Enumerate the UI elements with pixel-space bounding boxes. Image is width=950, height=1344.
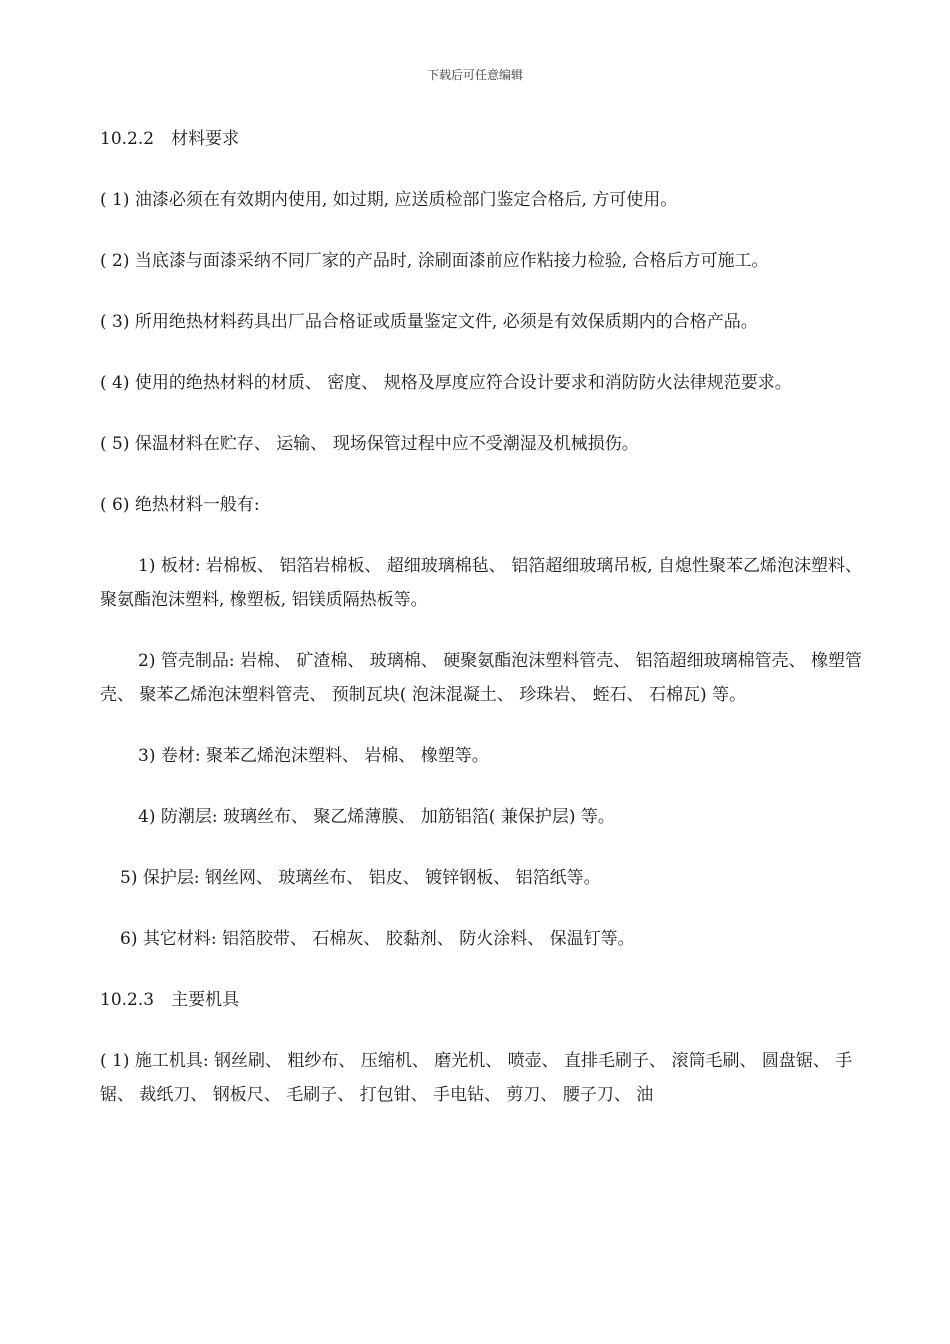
- document-body: [100, 122, 880, 1112]
- paragraph-item-6: ( 6) 绝热材料一般有:: [100, 495, 260, 515]
- subitem-moisture-barrier: 4) 防潮层: 玻璃丝布、 聚乙烯薄膜、 加筋铝箔( 兼保护层) 等。: [138, 807, 615, 827]
- subitem-protective-layer: 5) 保护层: 钢丝网、 玻璃丝布、 铝皮、 镀锌钢板、 铝箔纸等。: [120, 868, 601, 888]
- subitem-roll-materials: 3) 卷材: 聚苯乙烯泡沫塑料、 岩棉、 橡塑等。: [138, 746, 489, 766]
- paragraph-item-4: ( 4) 使用的绝热材料的材质、 密度、 规格及厚度应符合设计要求和消防防火法律规范要求。: [100, 373, 792, 393]
- subitem-pipe-shell-products: 2) 管壳制品: 岩棉、 矿渣棉、 玻璃棉、 硬聚氨酯泡沫塑料管壳、 铝箔超细玻璃棉管壳、 橡塑管壳、 聚苯乙烯泡沫塑料管壳、 预制瓦块( 泡沫混凝土、 珍珠岩、 蛭石、 石棉瓦) 等。: [100, 651, 863, 705]
- paragraph-item-5: ( 5) 保温材料在贮存、 运输、 现场保管过程中应不受潮湿及机械损伤。: [100, 434, 639, 454]
- subitem-sheet-materials: 1) 板材: 岩棉板、 铝箔岩棉板、 超细玻璃棉毡、 铝箔超细玻璃吊板, 自熄性聚苯乙烯泡沫塑料、 聚氨酯泡沫塑料, 橡塑板, 铝镁质隔热板等。: [100, 556, 863, 610]
- paragraph-item-3: ( 3) 所用绝热材料药具出厂品合格证或质量鉴定文件, 必须是有效保质期内的合格产品。: [100, 312, 758, 332]
- section-heading-materials: 10.2.2 材料要求: [100, 129, 240, 149]
- section-heading-tools: 10.2.3 主要机具: [100, 990, 240, 1010]
- page-header-note: 下载后可任意编辑: [426, 68, 523, 82]
- subitem-other-materials: 6) 其它材料: 铝箔胶带、 石棉灰、 胶黏剂、 防火涂料、 保温钉等。: [120, 929, 635, 949]
- paragraph-item-2: ( 2) 当底漆与面漆采纳不同厂家的产品时, 涂刷面漆前应作粘接力检验, 合格后方可施工。: [100, 251, 769, 271]
- paragraph-tools-item-1: ( 1) 施工机具: 钢丝刷、 粗纱布、 压缩机、 磨光机、 喷壶、 直排毛刷子、 滚筒毛刷、 圆盘锯、 手锯、 裁纸刀、 钢板尺、 毛刷子、 打包钳、 手电钻、 剪刀、 腰子刀、 油: [100, 1051, 853, 1105]
- paragraph-item-1: ( 1) 油漆必须在有效期内使用, 如过期, 应送质检部门鉴定合格后, 方可使用。: [100, 190, 678, 210]
